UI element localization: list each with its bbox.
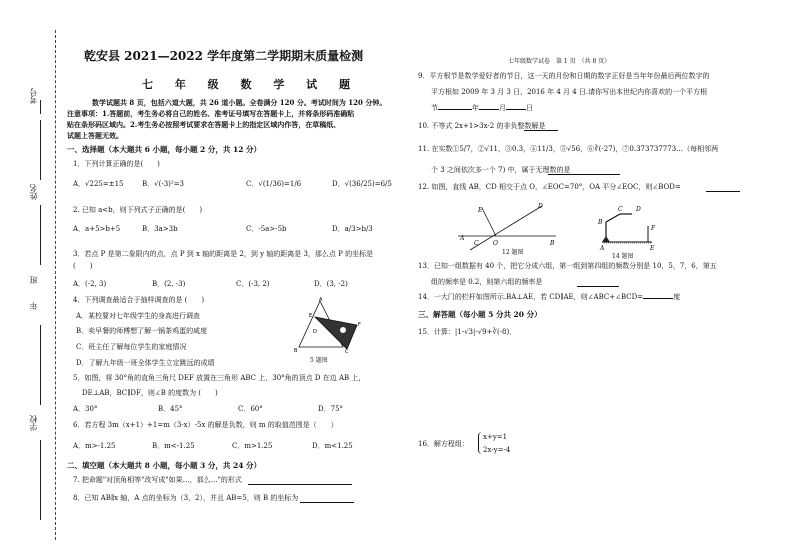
q7-answer-blank [248, 484, 352, 485]
question-6: 6．若方程 3m（x+1）+1=m（3-x）-5x 的解是负数，则 m 的取值范围是（ ） [73, 421, 338, 429]
intro-line-2: 注意事项：1.答题前，考生务必将自己的姓名、准考证号填写在答题卡上，并将条形码准确粘 [67, 109, 355, 118]
intro-line-1: 数学试题共 8 页，包括六道大题，共 26 道小题。全卷满分 120 分。考试时间为 120 分钟。 [92, 98, 387, 107]
side-line [40, 100, 41, 114]
q5-option-b: B．45° [158, 405, 183, 413]
fig12-label-o: O [493, 240, 498, 247]
q6-option-a: A．m>-1.25 [73, 442, 116, 450]
q6-option-b: B．m<-1.25 [152, 442, 195, 450]
q9-label: 节 [431, 104, 438, 112]
q6-option-d: D．m<1.25 [312, 442, 353, 450]
section-3-heading: 三、解答题（每小题 5 分共 20 分） [418, 310, 542, 319]
exam-title: 乾安县 2021—2022 学年度第二学期期末质量检测 [84, 49, 364, 63]
q1-option-a: A．√225=±15 [73, 180, 124, 188]
q6-option-c: C．m>1.25 [232, 442, 273, 450]
side-label-xuexiao: 学校 [29, 415, 38, 431]
binding-strip [10, 0, 70, 560]
fig5-label-c: C [345, 349, 349, 355]
question-1: 1．下列计算正确的是( ) [73, 160, 160, 168]
side-label-kaohao: 考号 [29, 88, 38, 104]
q14-unit: 度 [673, 293, 681, 301]
fig14-label-c: C [618, 206, 623, 213]
q16-equation-1: x+y=1 [483, 433, 508, 441]
fig14-label-b: B [598, 219, 603, 226]
question-11-line-1: 11. 在实数①5/7，②√11，③0.3，④11/3，⑤√56，⑥∛(-27)，⑦0.373737773…（每相邻两 [418, 145, 719, 153]
side-line [40, 325, 41, 405]
figure-14-caption: 14 题图 [612, 253, 634, 260]
question-14 [418, 293, 680, 302]
question-9-line-1: 9．平方根节是数学爱好者的节日，这一天的月份和日期的数字正好是当年年份最后两位数字的 [418, 72, 710, 80]
question-3-paren: ( ) [73, 262, 93, 270]
q9-year-label: 年 [472, 104, 479, 112]
q5-option-d: D．75° [318, 405, 344, 413]
question-14-text: 14．一大门的栏杆如图所示.BA⊥AE，若 CD∥AE，则∠ABC+∠BCD= [418, 293, 644, 301]
exam-subtitle: 七 年 级 数 学 试 题 [142, 78, 359, 91]
question-9-line-2: 平方根如 2009 年 3 月 3 日，2016 年 4 月 4 日.请你写出本世纪内你喜欢的一个平方根 [431, 88, 708, 96]
fig5-label-b: B [294, 348, 298, 354]
side-label-ban: 班 [29, 276, 38, 284]
question-4: 4．下列调查最适合于抽样调查的是 ( ) [73, 296, 205, 304]
q11-answer-blank [548, 174, 620, 175]
side-line [40, 120, 41, 180]
q9-month-blank [479, 109, 499, 110]
q4-option-c: C．班主任了解每位学生的家庭情况 [76, 343, 187, 351]
fig14-label-d: D [636, 206, 641, 213]
fig5-label-d: D [313, 329, 317, 335]
section-2-heading: 二、填空题（本大题共 8 小题，每小题 3 分，共 24 分） [67, 461, 262, 470]
q4-option-a: A．某校要对七年级学生的身高进行调查 [76, 312, 201, 320]
side-line [40, 440, 41, 520]
question-13-line-1: 13．已知一组数据有 40 个，把它分成六组，第一组到第四组的频数分别是 10，5，7，6，第五 [418, 262, 717, 270]
intro-line-4: 试题上答题无效。 [67, 131, 123, 140]
fig12-label-b: B [550, 240, 555, 247]
question-12: 12. 如图，直线 AB，CD 相交于点 O，∠EOC=70°，OA 平分∠EOC，则∠BOD= [418, 183, 681, 191]
q8-answer-blank [300, 502, 354, 503]
q3-option-c: C．(-3, 2) [236, 280, 270, 288]
q9-year-blank [438, 109, 472, 110]
q14-answer-blank [643, 298, 673, 299]
q9-day-label: 日 [526, 104, 533, 112]
q3-option-a: A．(-2, 3) [73, 280, 107, 288]
q9-month-label: 月 [499, 104, 506, 112]
question-3: 3．若点 P 是第二象限内的点，点 P 到 x 轴的距离是 2，到 y 轴的距离是 3，那么点 P 的坐标是 [73, 250, 374, 258]
figure-12 [452, 200, 562, 252]
side-label-xingming: 姓名 [29, 184, 38, 200]
q5-option-a: A．30° [73, 405, 98, 413]
question-5-line-2: DE⊥AB，BC∥DF，则∠B 的度数为 ( ) [82, 389, 218, 397]
fig12-label-c: C [474, 240, 479, 247]
q12-answer-blank [706, 191, 740, 192]
q3-option-d: D．(3, -2) [314, 280, 348, 288]
section-1-heading: 一、选择题（本大题共 6 小题，每小题 2 分，共 12 分） [67, 145, 262, 154]
figure-5-caption: 5 题图 [310, 357, 328, 364]
fig14-label-e: E [650, 245, 655, 252]
q4-option-d: D．了解九年级一班全体学生立定跳远的成绩 [76, 359, 215, 367]
fig14-label-a: A [600, 245, 605, 252]
svg-text:A [319, 297, 323, 303]
fig14-label-f: F [651, 225, 656, 232]
q2-option-b: B．3a>3b [142, 225, 178, 233]
q10-answer-blank [524, 130, 558, 131]
figure-5 [285, 297, 365, 359]
question-5: 5．如图，将 30°角的直角三角尺 DEF 放置在三角形 ABC 上，30°角的顶点 D 在边 AB 上， [73, 374, 366, 382]
fig5-label-a: A [319, 297, 323, 303]
q5-option-c: C．60° [238, 405, 263, 413]
q1-option-c: C．√(1/36)=1/6 [246, 180, 302, 188]
question-7: 7. 把命题"对顶角相等"改写成"如果…，那么…"的形式 [73, 476, 242, 484]
fig12-label-a: A [460, 235, 465, 242]
q3-option-b: B．(2, -3) [152, 280, 186, 288]
q13-answer-blank [577, 286, 619, 287]
side-line [40, 205, 41, 265]
fig5-label-e: E [309, 313, 313, 319]
figure-12-caption: 12 题图 [502, 249, 524, 256]
side-label-nian: 年 [29, 302, 38, 310]
q1-option-b: B．√(-3)²=3 [142, 180, 185, 188]
question-13-line-2: 组的频率是 0.2，则第六组的频率是 [431, 278, 543, 286]
page-header: 七年级数学试卷 第 1 页 （共 8 页） [508, 58, 611, 65]
question-16: 16．解方程组： [418, 440, 469, 448]
question-11-line-2: 个 3 之间依次多一个 7) 中，属于无理数的是 [431, 166, 571, 174]
fig5-label-f: F [358, 322, 361, 328]
q2-option-d: D．a/3>b/3 [332, 225, 373, 233]
q2-option-a: A．a+5>b+5 [73, 225, 121, 233]
q4-option-b: B．卖早餐的师傅想了解一锅茶鸡蛋的咸度 [76, 327, 208, 335]
q16-equation-2: 2x-y=-4 [483, 446, 511, 454]
question-8: 8．已知 AB∥x 轴，A 点的坐标为（3，2），并且 AB=5，则 B 的坐标为 [73, 494, 299, 502]
q1-option-d: D．√(36/25)=6/5 [332, 180, 392, 188]
intro-line-3: 贴在条形码区域内。2.考生务必按照考试要求在答题卡上的指定区域内作答，在草稿纸、 [67, 120, 341, 129]
q9-day-blank [506, 109, 526, 110]
fold-line [55, 30, 56, 540]
question-9-line-3 [431, 104, 533, 113]
question-2: 2. 已知 a<b，则下列式子正确的是( ) [73, 206, 203, 214]
fig12-label-d: D [538, 203, 543, 210]
figure-14 [592, 200, 662, 252]
fig12-label-e: E [478, 207, 483, 214]
question-10: 10. 不等式 2x+1>3x-2 的非负整数解是 [418, 122, 546, 130]
q2-option-c: C．-5a>-5b [246, 225, 287, 233]
question-15: 15．计算：|1-√3|-√9+∛(-8)． [418, 328, 517, 336]
